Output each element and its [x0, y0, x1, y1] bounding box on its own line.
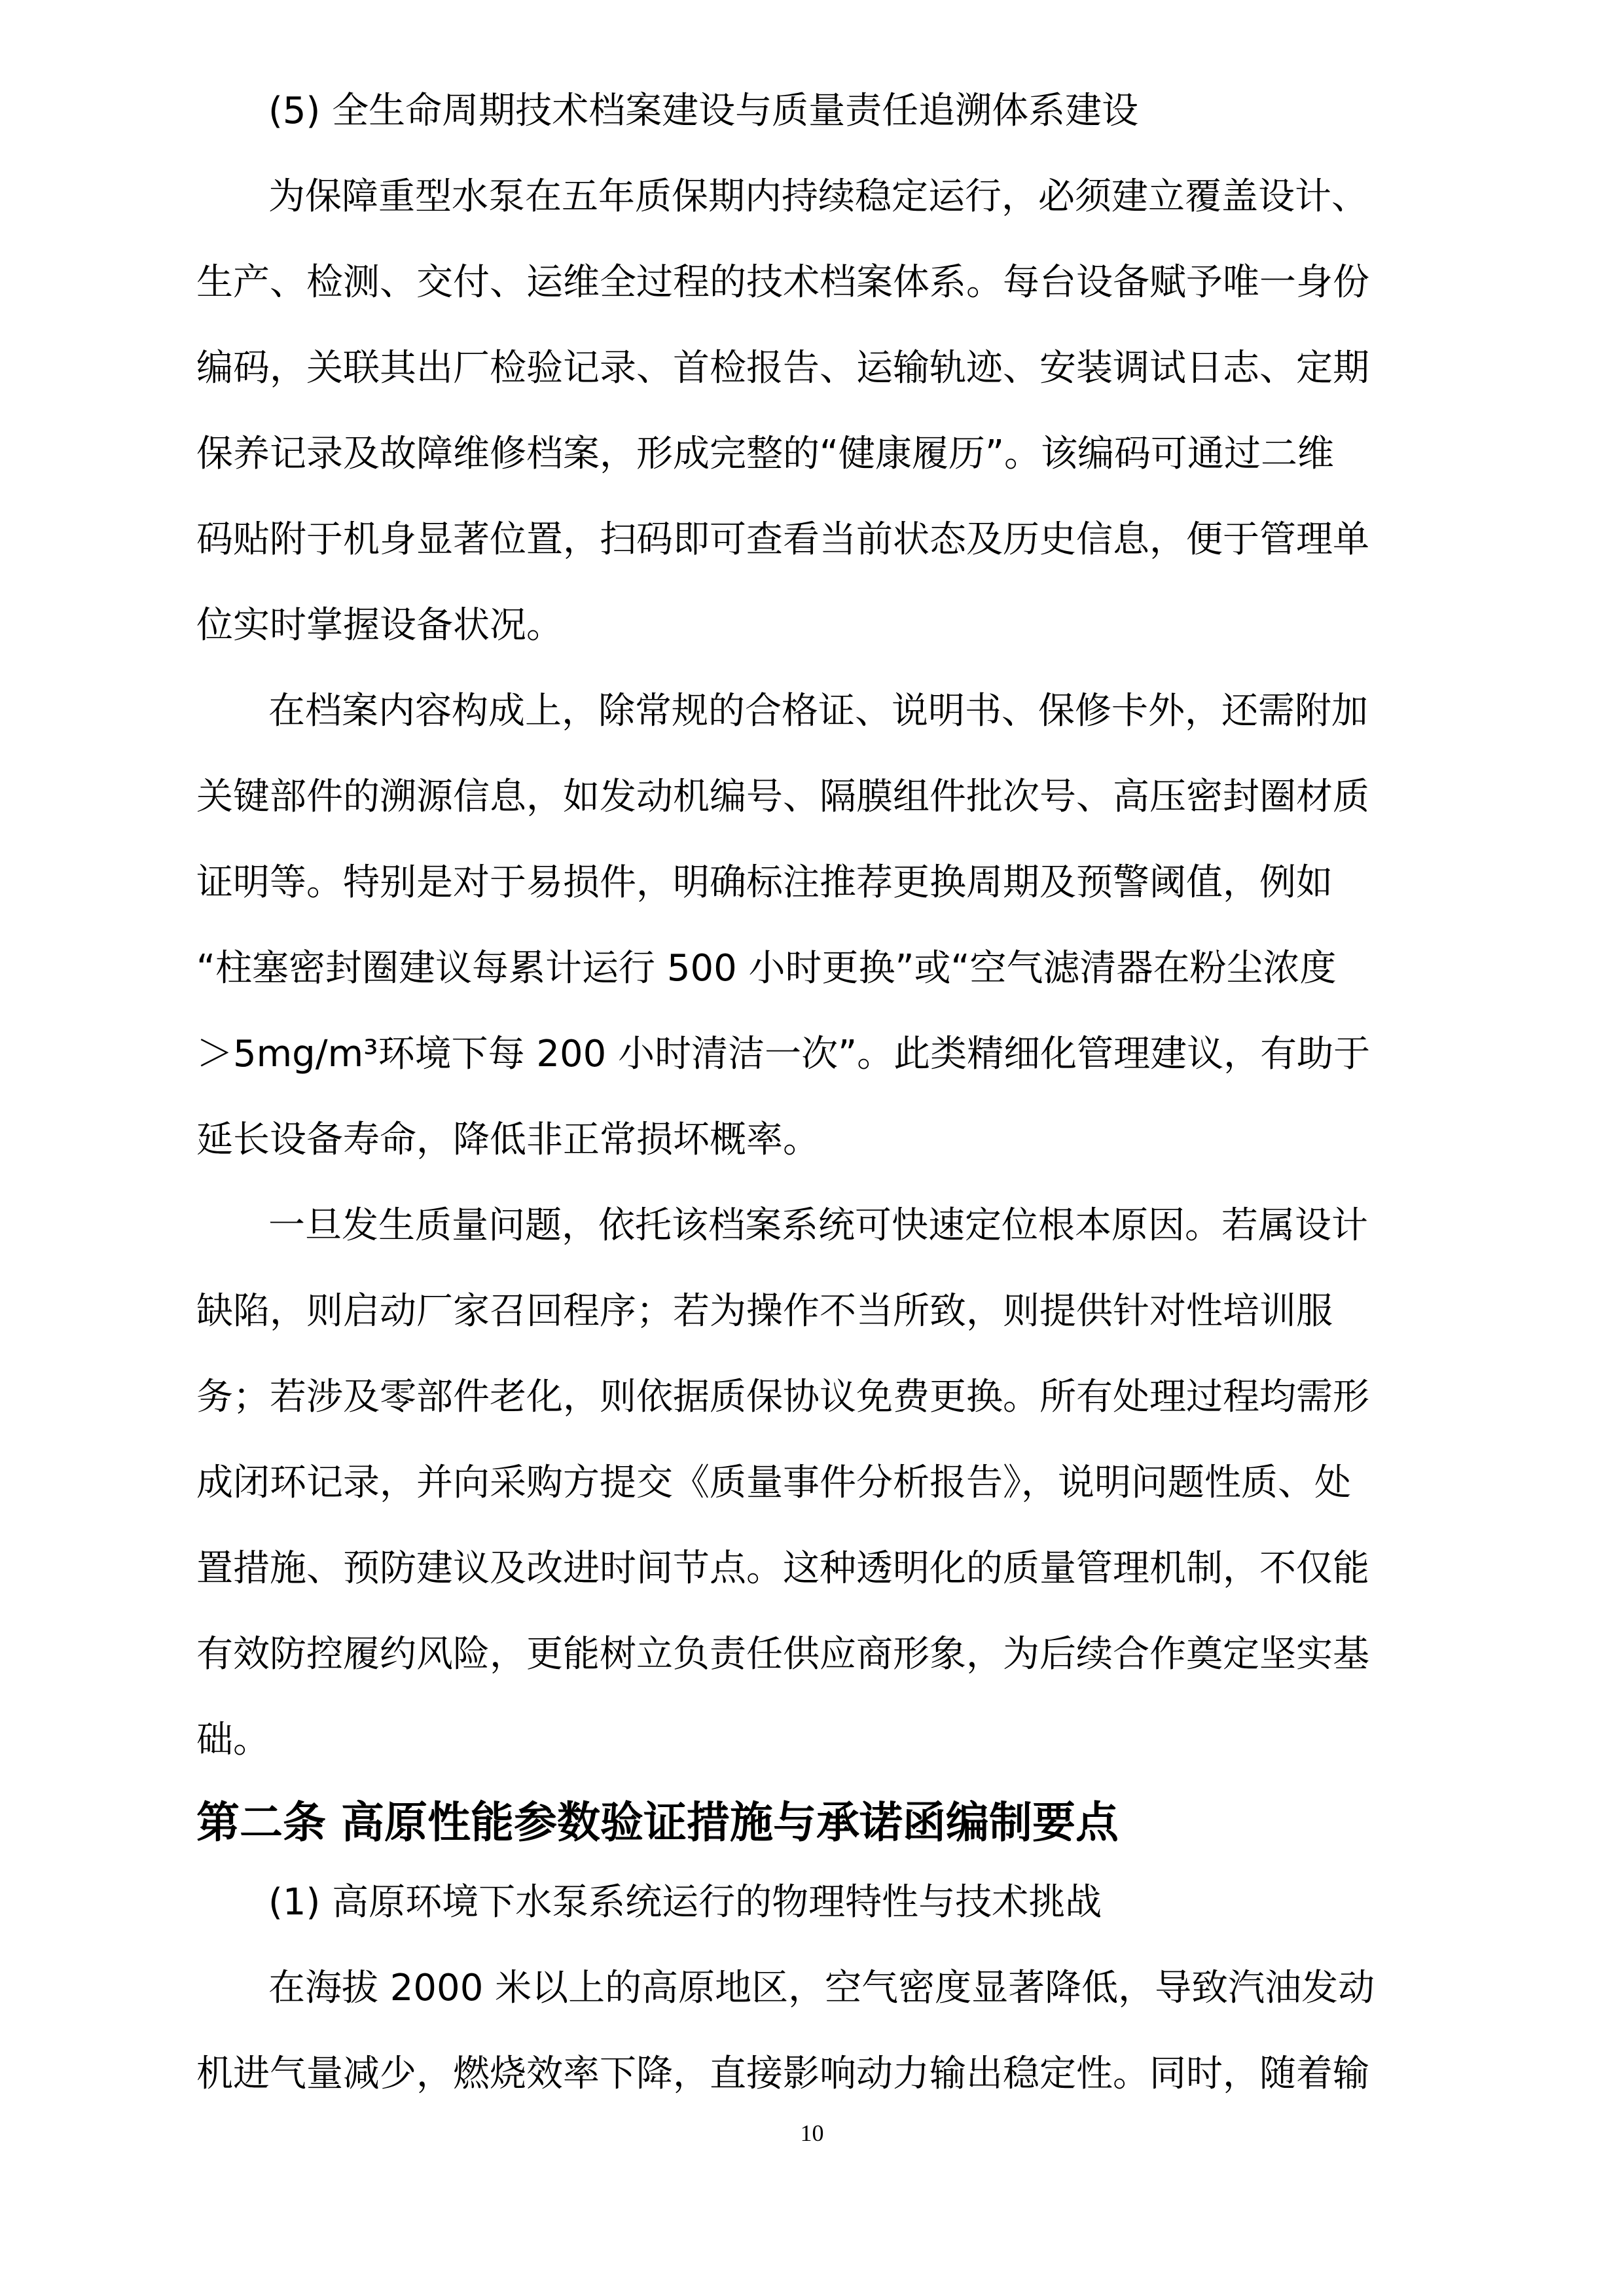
paragraph-line: 关键部件的溯源信息，如发动机编号、隔膜组件批次号、高压密封圈材质: [196, 776, 1369, 818]
article-heading: 第二条 高原性能参数验证措施与承诺函编制要点: [196, 1797, 1119, 1848]
paragraph-line: ＞5mg/m³环境下每 200 小时清洁一次”。此类精细化管理建议，有助于: [196, 1033, 1371, 1075]
paragraph-line: 一旦发生质量问题，依托该档案系统可快速定位根本原因。若属设计: [268, 1204, 1368, 1247]
subsection-heading: (1) 高原环境下水泵系统运行的物理特性与技术挑战: [268, 1881, 1102, 1924]
paragraph-line: 码贴附于机身显著位置，扫码即可查看当前状态及历史信息，便于管理单: [196, 518, 1369, 561]
paragraph-line: 缺陷，则启动厂家召回程序；若为操作不当所致，则提供针对性培训服: [196, 1290, 1333, 1333]
paragraph-line: 在海拔 2000 米以上的高原地区，空气密度显著降低，导致汽油发动: [268, 1967, 1375, 2009]
paragraph-line: 为保障重型水泵在五年质保期内持续稳定运行，必须建立覆盖设计、: [268, 175, 1368, 218]
paragraph-line: 础。: [196, 1719, 270, 1761]
paragraph-line: 生产、检测、交付、运维全过程的技术档案体系。每台设备赋予唯一身份: [196, 261, 1369, 304]
paragraph-line: 延长设备寿命，降低非正常损坏概率。: [196, 1119, 820, 1161]
paragraph-line: 机进气量减少，燃烧效率下降，直接影响动力输出稳定性。同时，随着输: [196, 2053, 1369, 2095]
paragraph-line: 编码，关联其出厂检验记录、首检报告、运输轨迹、安装调试日志、定期: [196, 347, 1369, 389]
paragraph-line: 成闭环记录，并向采购方提交《质量事件分析报告》，说明问题性质、处: [196, 1462, 1351, 1504]
paragraph-line: 证明等。特别是对于易损件，明确标注推荐更换周期及预警阈值，例如: [196, 861, 1333, 904]
paragraph-line: 保养记录及故障维修档案，形成完整的“健康履历”。该编码可通过二维: [196, 433, 1335, 475]
paragraph-line: 有效防控履约风险，更能树立负责任供应商形象，为后续合作奠定坚实基: [196, 1633, 1369, 1676]
section-heading: (5) 全生命周期技术档案建设与质量责任追溯体系建设: [268, 90, 1139, 132]
paragraph-line: “柱塞密封圈建议每累计运行 500 小时更换”或“空气滤清器在粉尘浓度: [196, 947, 1337, 990]
paragraph-line: 置措施、预防建议及改进时间节点。这种透明化的质量管理机制，不仅能: [196, 1547, 1369, 1590]
paragraph-line: 位实时掌握设备状况。: [196, 604, 563, 647]
paragraph-line: 在档案内容构成上，除常规的合格证、说明书、保修卡外，还需附加: [268, 690, 1368, 732]
page-number: 10: [800, 2120, 824, 2146]
paragraph-line: 务；若涉及零部件老化，则依据质保协议免费更换。所有处理过程均需形: [196, 1376, 1369, 1418]
